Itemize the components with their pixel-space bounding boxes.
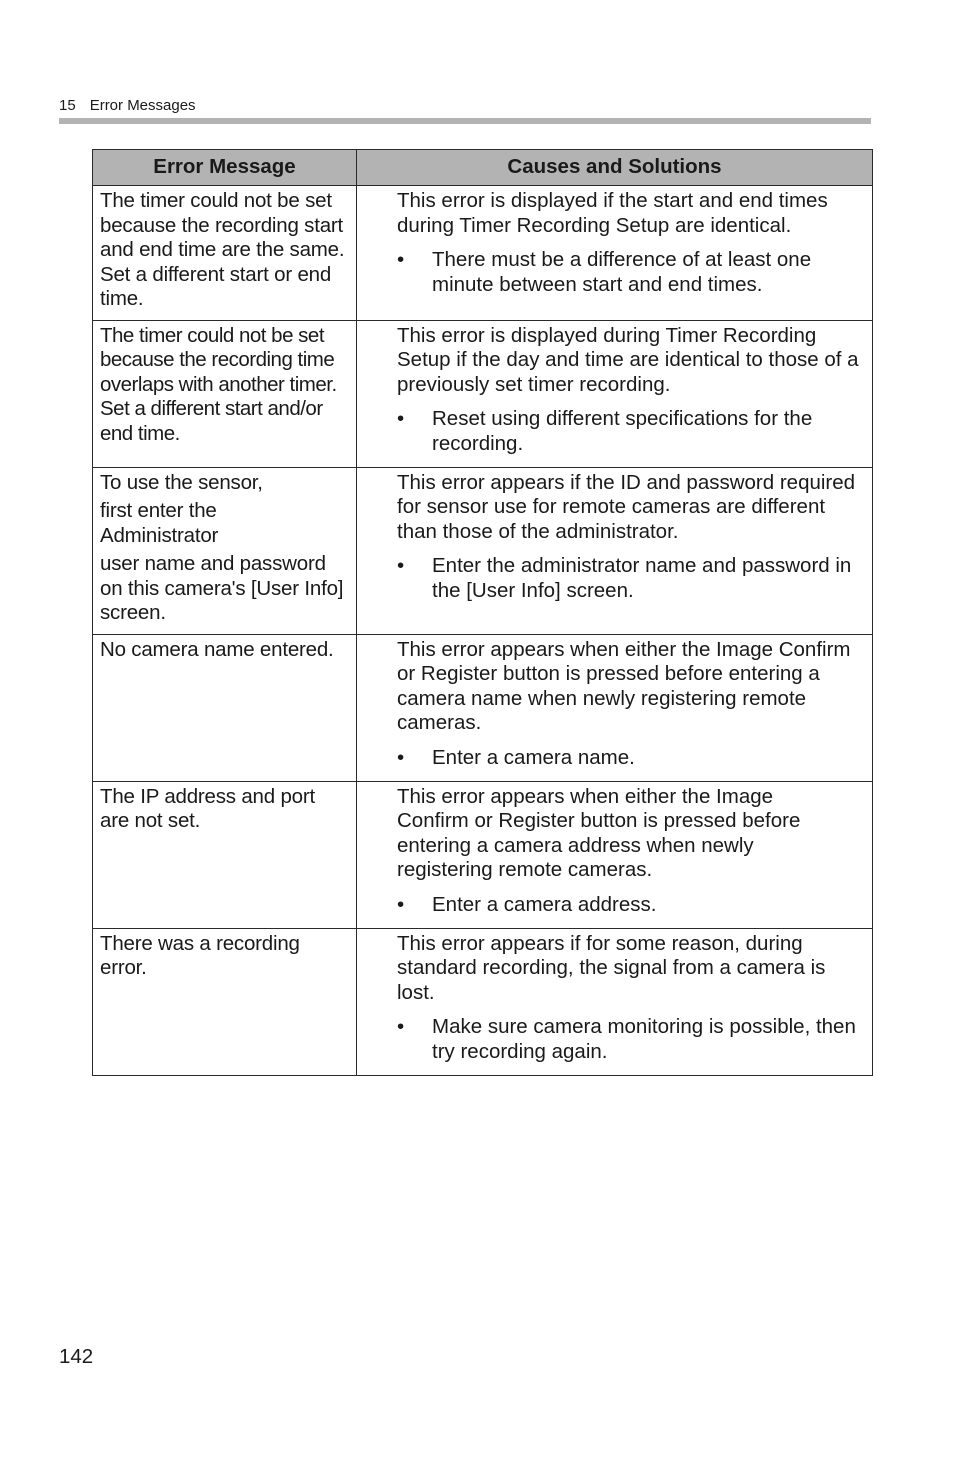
cause-text: This error appears if the ID and password required for sensor use for remote cameras are different than those of the administrator.: [397, 470, 856, 543]
solution-bullet: [397, 407, 862, 456]
solution-bullet: [397, 1015, 862, 1064]
cause-text: This error appears when either the Image Confirm or Register button is pressed before entering a camera name when newly registering remote cameras.: [397, 637, 851, 734]
bullet-icon: •: [397, 745, 405, 769]
error-message-cell: [93, 634, 357, 781]
error-message-text: first enter the Administrator: [100, 499, 219, 547]
causes-solutions-cell: [357, 467, 873, 634]
error-message-cell: [93, 320, 357, 467]
error-message-cell: [93, 928, 357, 1075]
error-message-text: user name and password on this camera's [User Info] screen.: [100, 552, 344, 624]
page-number: 142: [59, 1345, 94, 1368]
causes-solutions-cell: [357, 186, 873, 321]
chapter-number: 15: [59, 97, 76, 114]
solution-bullet: [397, 746, 862, 771]
solution-text: Make sure camera monitoring is possible, then try recording again.: [432, 1015, 856, 1063]
error-message-cell: [93, 467, 357, 634]
solution-text: Enter a camera name.: [432, 745, 635, 769]
cause-text: This error appears if for some reason, during standard recording, the signal from a camera is lost.: [397, 931, 826, 1004]
solution-text: There must be a difference of at least one minute between start and end times.: [432, 248, 812, 296]
column-header-error-message: Error Message: [93, 150, 357, 186]
solution-text: Enter the administrator name and password in the [User Info] screen.: [432, 554, 852, 602]
column-header-causes-solutions: Causes and Solutions: [357, 150, 873, 186]
causes-solutions-cell: [357, 634, 873, 781]
solution-bullet: [397, 893, 862, 918]
error-message-text: The timer could not be set because the recording start and end time are the same. Set a different start or end time.: [100, 189, 345, 310]
table-row: [93, 320, 873, 467]
causes-solutions-cell: [357, 928, 873, 1075]
bullet-icon: •: [397, 248, 405, 271]
table-row: [93, 186, 873, 321]
error-message-cell: [93, 186, 357, 321]
table-header-row: [93, 150, 873, 186]
error-message-text: There was a recording error.: [100, 931, 300, 979]
error-message-text: To use the sensor,: [100, 470, 263, 494]
causes-solutions-cell: [357, 320, 873, 467]
bullet-icon: •: [397, 407, 405, 430]
table-row: [93, 928, 873, 1075]
solution-bullet: [397, 248, 862, 297]
cause-text: This error appears when either the Image Confirm or Register button is pressed before entering a camera address when newly registering remote cameras.: [397, 784, 801, 881]
running-header: [59, 97, 196, 115]
error-message-cell: [93, 781, 357, 928]
bullet-icon: •: [397, 892, 405, 916]
table-row: [93, 634, 873, 781]
solution-bullet: [397, 554, 862, 603]
solution-text: Enter a camera address.: [432, 892, 657, 916]
table-row: [93, 467, 873, 634]
table-row: [93, 781, 873, 928]
chapter-title: Error Messages: [89, 97, 196, 114]
bullet-icon: •: [397, 1015, 405, 1038]
error-message-text: The timer could not be set because the recording time overlaps with another timer. Set a different start and/or end time.: [100, 323, 337, 445]
error-message-text: No camera name entered.: [100, 637, 334, 661]
cause-text: This error is displayed if the start and end times during Timer Recording Setup are identical.: [397, 189, 828, 237]
cause-text: This error is displayed during Timer Recording Setup if the day and time are identical to those of a previously set timer recording.: [397, 323, 859, 396]
error-messages-table: [92, 149, 873, 1076]
header-rule: [59, 118, 871, 124]
solution-text: Reset using different specifications for the recording.: [432, 407, 813, 455]
bullet-icon: •: [397, 554, 405, 577]
error-message-text: The IP address and port are not set.: [100, 784, 315, 832]
causes-solutions-cell: [357, 781, 873, 928]
